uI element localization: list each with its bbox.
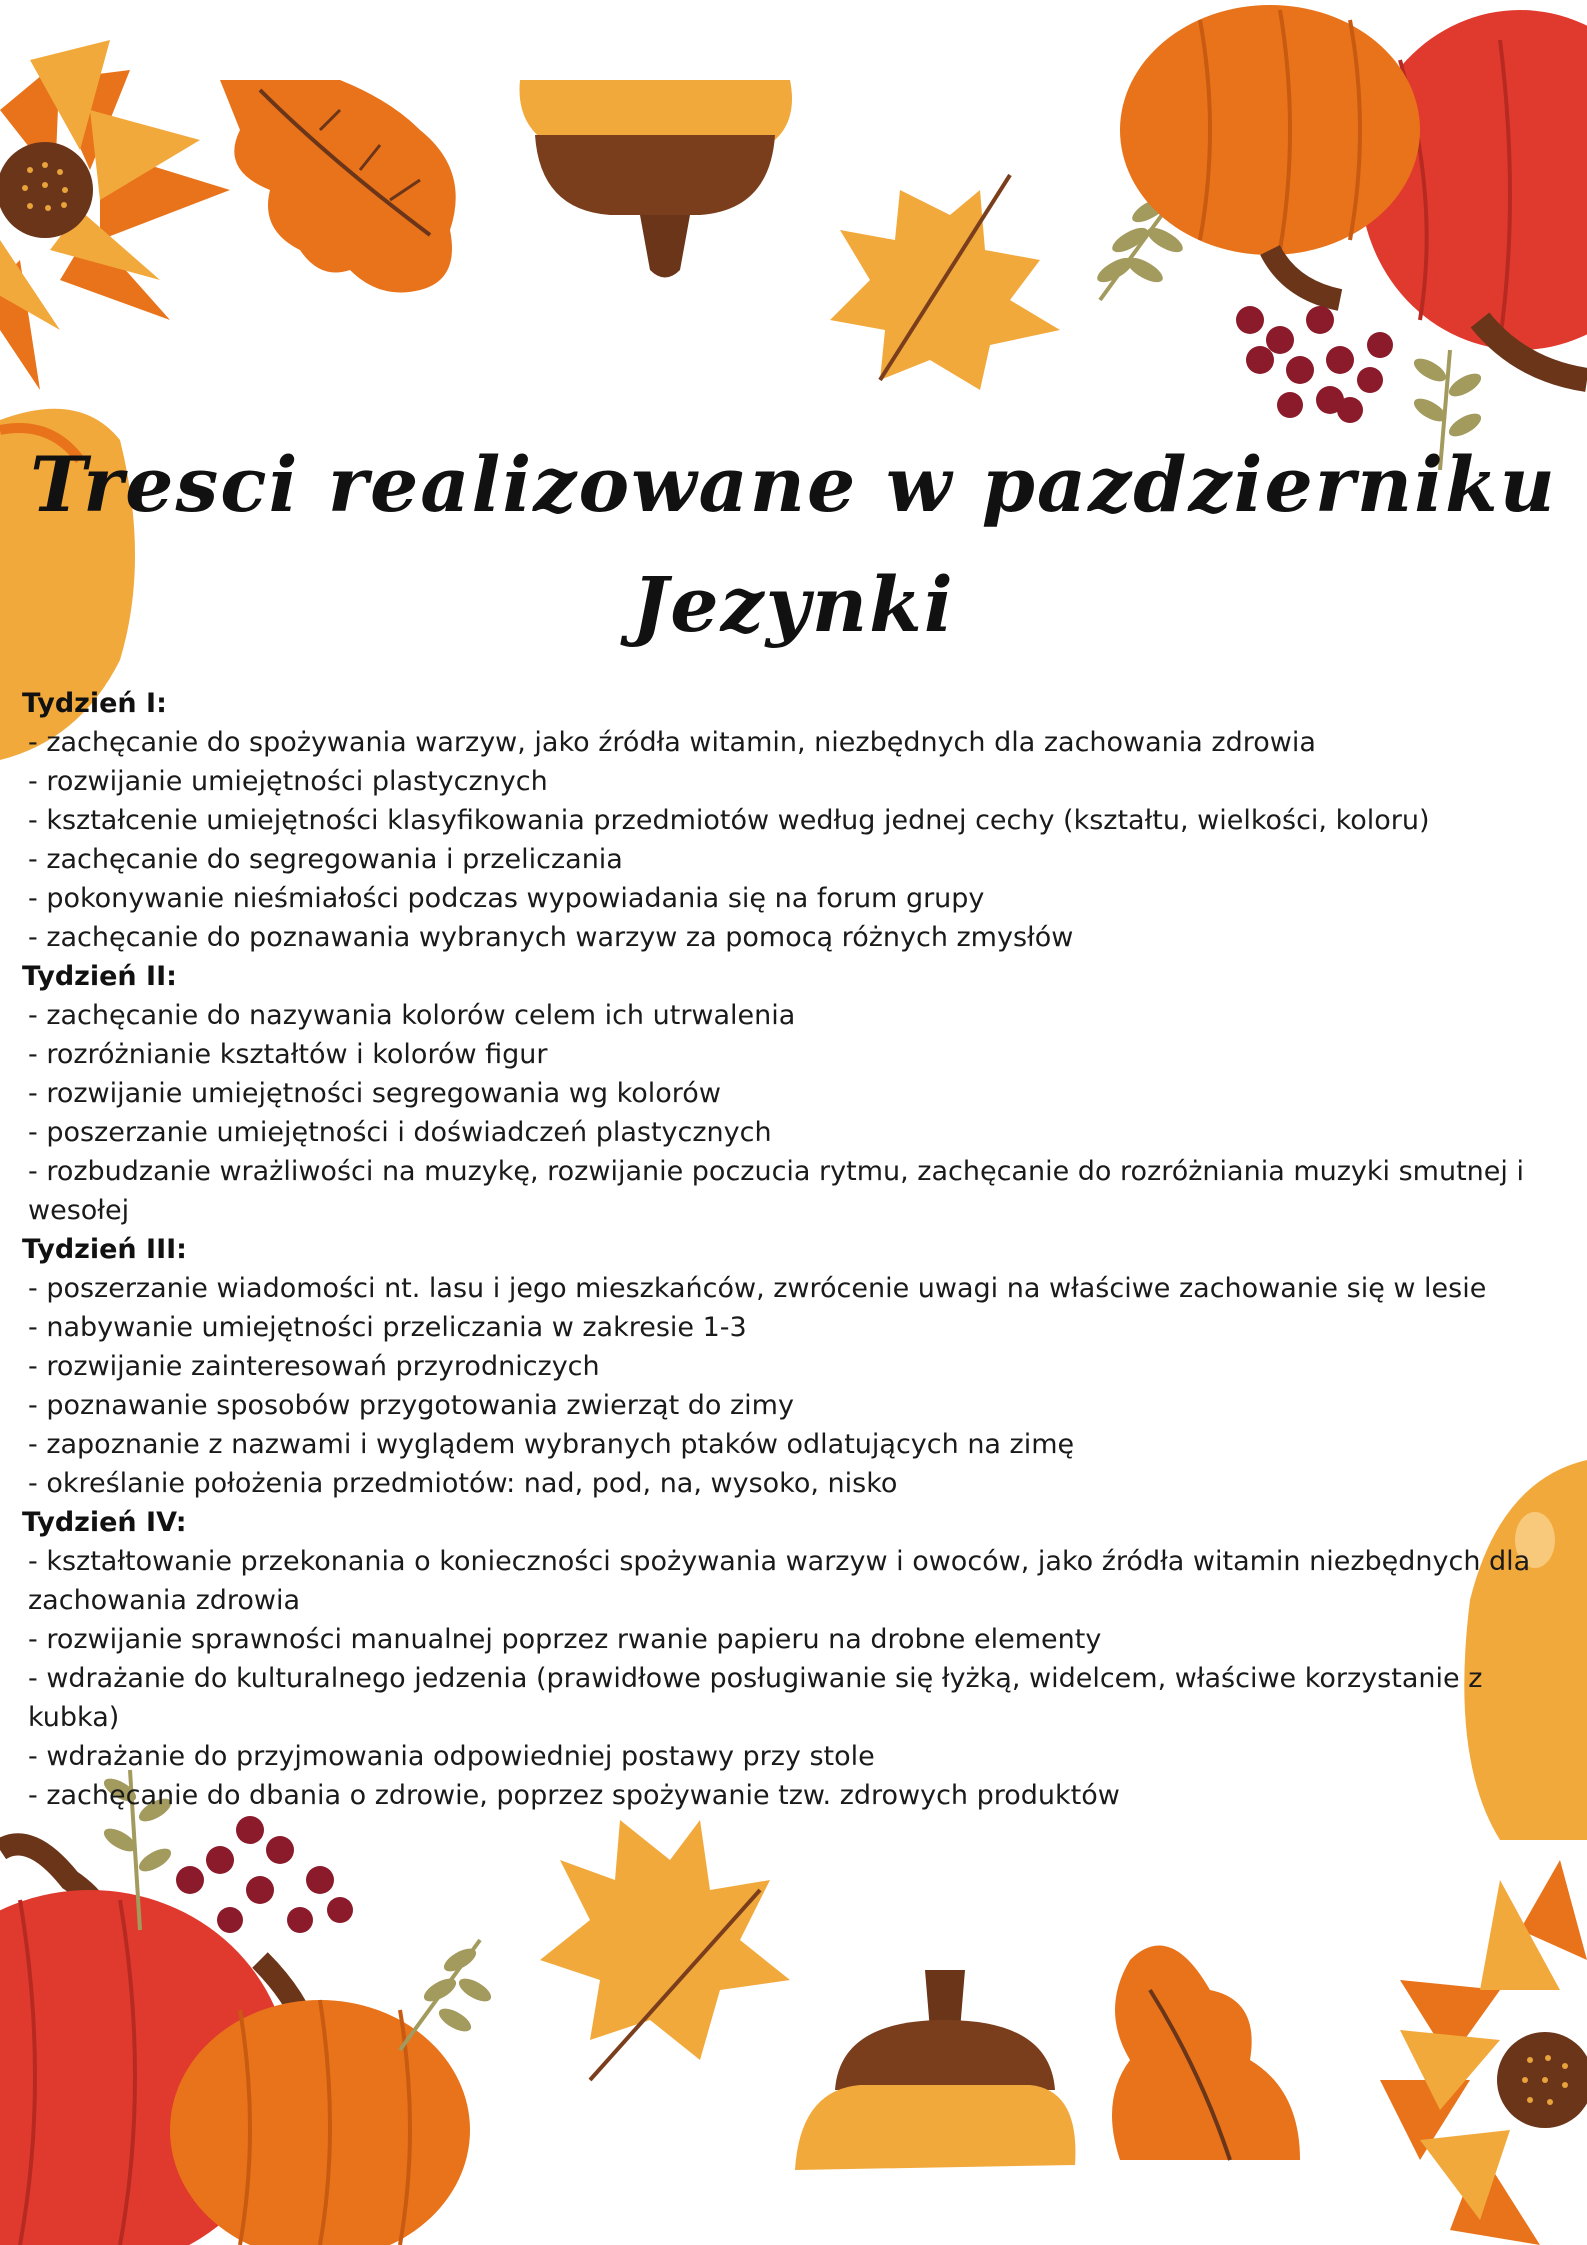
list-item: - rozwijanie umiejętności plastycznych [22,762,1572,801]
week-heading: Tydzień II: [22,961,177,992]
list-item: - pokonywanie nieśmiałości podczas wypowiadania się na forum grupy [22,879,1572,918]
list-item: - zachęcanie do dbania o zdrowie, poprzez spożywanie tzw. zdrowych produktów [22,1776,1572,1815]
list-item: - rozwijanie zainteresowań przyrodniczych [22,1347,1572,1386]
week-section [22,1230,1572,1503]
list-item: - kształcenie umiejętności klasyfikowania przedmiotów według jednej cechy (kształtu, wielkości, koloru) [22,801,1572,840]
week-section [22,1503,1572,1815]
page-title: Tresci realizowane w pazdzierniku [30,440,1557,529]
maple-leaf-icon [830,175,1060,390]
pumpkin-icon [1120,5,1587,380]
list-item: - zachęcanie do poznawania wybranych warzyw za pomocą różnych zmysłów [22,918,1572,957]
week-heading: Tydzień III: [22,1234,187,1265]
week-heading: Tydzień IV: [22,1507,187,1538]
list-item: - rozwijanie sprawności manualnej poprzez rwanie papieru na drobne elementy [22,1620,1572,1659]
list-item: - rozróżnianie kształtów i kolorów figur [22,1035,1572,1074]
list-item: - wdrażanie do kulturalnego jedzenia (prawidłowe posługiwanie się łyżką, widelcem, właściwe korzystanie z kubka) [22,1659,1572,1737]
list-item: - rozwijanie umiejętności segregowania wg kolorów [22,1074,1572,1113]
list-item: - poznawanie sposobów przygotowania zwierząt do zimy [22,1386,1572,1425]
oak-leaf-icon [220,80,456,293]
list-item: - określanie położenia przedmiotów: nad, pod, na, wysoko, nisko [22,1464,1572,1503]
list-item: - poszerzanie umiejętności i doświadczeń plastycznych [22,1113,1572,1152]
list-item: - poszerzanie wiadomości nt. lasu i jego mieszkańców, zwrócenie uwagi na właściwe zachowanie się w lesie [22,1269,1572,1308]
list-item: - zachęcanie do nazywania kolorów celem ich utrwalenia [22,996,1572,1035]
list-item: - zachęcanie do spożywania warzyw, jako źródła witamin, niezbędnych dla zachowania zdrowia [22,723,1572,762]
sunflower-icon [1380,1860,1587,2245]
acorn-icon [795,1970,1075,2170]
weekly-content [22,684,1572,1815]
list-item: - zapoznanie z nazwami i wyglądem wybranych ptaków odlatujących na zimę [22,1425,1572,1464]
list-item: - zachęcanie do segregowania i przeliczania [22,840,1572,879]
week-section [22,957,1572,1230]
list-item: - nabywanie umiejętności przeliczania w zakresie 1-3 [22,1308,1572,1347]
list-item: - rozbudzanie wrażliwości na muzykę, rozwijanie poczucia rytmu, zachęcanie do rozróżniania muzyki smutnej i wesołej [22,1152,1572,1230]
sunflower-icon [0,40,230,390]
list-item: - wdrażanie do przyjmowania odpowiedniej postawy przy stole [22,1737,1572,1776]
berry-cluster-icon [1236,306,1393,423]
maple-leaf-icon [540,1820,790,2080]
berry-cluster-icon [176,1816,353,1933]
week-heading: Tydzień I: [22,688,167,719]
acorn-icon [520,80,793,278]
list-item: - kształtowanie przekonania o konieczności spożywania warzyw i owoców, jako źródła witamin niezbędnych dla zachowania zdrowia [22,1542,1572,1620]
week-section [22,684,1572,957]
pumpkin-icon [0,1844,470,2245]
oak-leaf-icon [1112,1945,1300,2160]
page-subtitle: Jezynki [632,560,955,649]
